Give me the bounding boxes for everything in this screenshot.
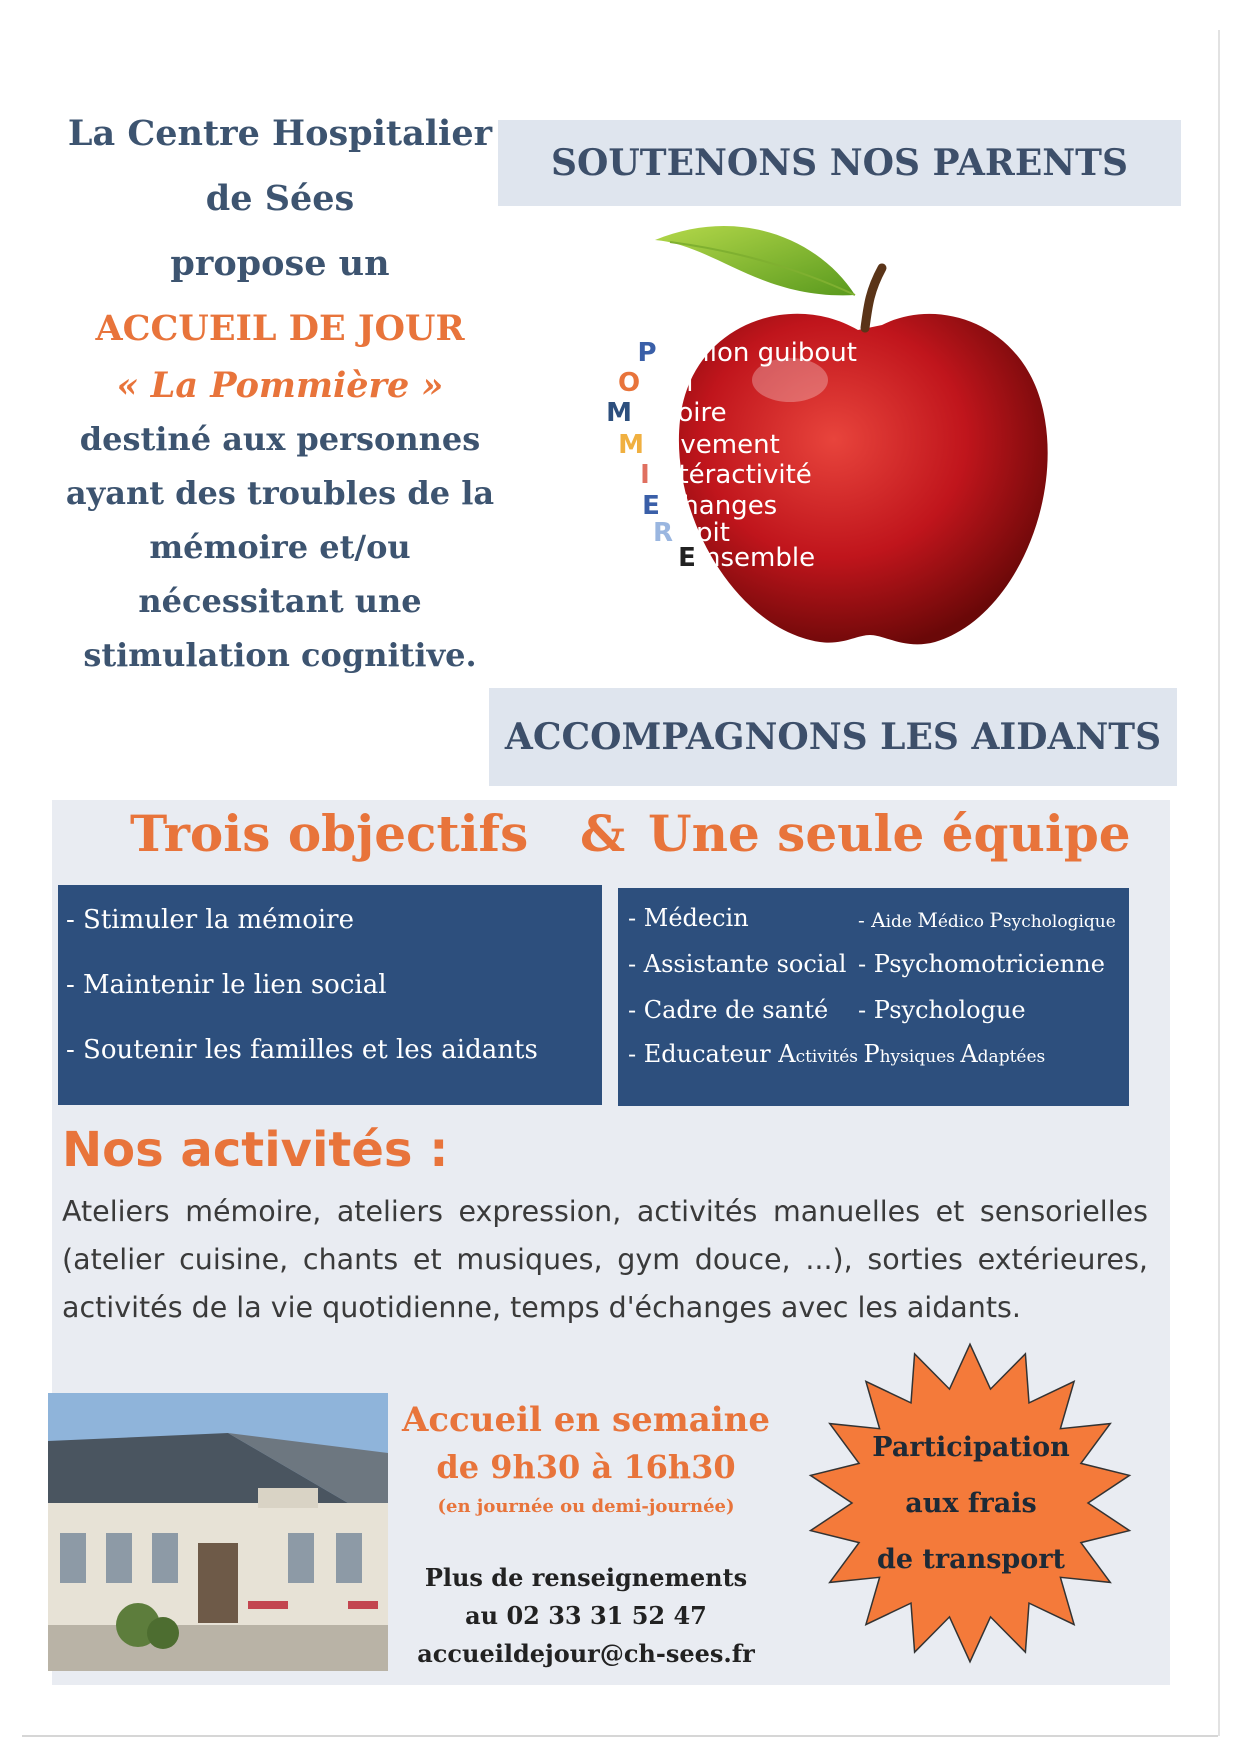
acrostic-letter: P: [637, 338, 657, 368]
scan-edge: [22, 1735, 1218, 1737]
headline-ampersand: &: [580, 804, 626, 863]
acrostic-letter: R: [652, 518, 674, 548]
acrostic-letter: E: [678, 543, 696, 573]
banner-soutenons: SOUTENONS NOS PARENTS: [498, 120, 1181, 206]
acrostic-letter: O: [617, 368, 641, 398]
intro-line-7: ayant des troubles de la: [65, 474, 495, 512]
schedule-note: (en journée ou demi-journée): [437, 1496, 735, 1517]
transport-line-2: aux frais: [905, 1488, 1037, 1519]
contact-block: [406, 1559, 766, 1673]
acrostic-row: [614, 432, 780, 458]
transport-line-3: de transport: [876, 1544, 1066, 1575]
schedule-title: Accueil en semaine: [401, 1400, 771, 1440]
acrostic-word: changes: [668, 491, 778, 521]
acrostic-row: [602, 400, 727, 426]
banner-accompagnons: ACCOMPAGNONS LES AIDANTS: [489, 688, 1177, 786]
contact-heading: Plus de renseignements: [424, 1563, 748, 1592]
acrostic-word: nsemble: [704, 543, 816, 573]
acrostic-word: émoire: [636, 398, 727, 428]
contact-email[interactable]: accueildejour@ch-sees.fr: [417, 1639, 755, 1668]
building-photo: [48, 1393, 388, 1671]
team-member: - Aide Médico Psychologique: [858, 908, 1116, 932]
headline-team: Une seule équipe: [648, 804, 1131, 863]
intro-line-8: mémoire et/ou: [149, 528, 411, 566]
headline-objectives: Trois objectifs: [130, 804, 529, 863]
team-member: - Psychomotricienne: [858, 950, 1105, 978]
intro-line-2: de Sées: [205, 178, 355, 219]
acrostic-letter: M: [618, 430, 644, 460]
objective-item: - Soutenir les familles et les aidants: [66, 1035, 538, 1065]
acrostic-letter: M: [606, 398, 632, 428]
headline: [130, 800, 1170, 880]
acrostic-word: épit: [680, 518, 730, 548]
intro-line-3: propose un: [170, 243, 390, 284]
team-member: - Médecin: [628, 904, 749, 932]
intro-block: [40, 110, 520, 674]
acrostic-word: ntéractivité: [662, 460, 812, 490]
intro-line-9: nécessitant une: [138, 582, 422, 620]
team-box: [618, 888, 1129, 1106]
contact-phone[interactable]: au 02 33 31 52 47: [465, 1601, 707, 1630]
service-nickname: « La Pommière »: [116, 365, 444, 406]
team-member: - Educateur Activités Physiques Adaptées: [628, 1040, 1046, 1068]
team-member: - Assistante social: [628, 950, 847, 978]
objectives-box: [58, 885, 602, 1105]
acrostic-row: [612, 370, 693, 396]
acrostic-row: [670, 545, 815, 571]
intro-line-6: destiné aux personnes: [79, 420, 481, 458]
acrostic-row: [630, 340, 857, 366]
acrostic-word: avillon guibout: [664, 338, 857, 368]
objective-item: - Stimuler la mémoire: [66, 905, 354, 935]
acrostic-row: [628, 462, 812, 488]
team-member: - Psychologue: [858, 996, 1026, 1024]
intro-line-10: stimulation cognitive.: [83, 636, 477, 674]
transport-line-1: Participation: [872, 1432, 1070, 1463]
acrostic-word: ubli: [646, 368, 694, 398]
schedule-hours: de 9h30 à 16h30: [436, 1448, 736, 1486]
activities-title: Nos activités :: [62, 1122, 449, 1178]
service-name: ACCUEIL DE JOUR: [95, 308, 465, 349]
scan-edge: [1218, 30, 1220, 1736]
acrostic-row: [634, 493, 777, 519]
objective-item: - Maintenir le lien social: [66, 970, 387, 1000]
transport-note: [840, 1420, 1102, 1588]
acrostic-letter: I: [640, 460, 650, 490]
team-member: - Cadre de santé: [628, 996, 829, 1024]
intro-line-1: La Centre Hospitalier: [67, 113, 493, 154]
apple-illustration: [606, 210, 1100, 670]
acrostic-word: ouvement: [648, 430, 780, 460]
acrostic-letter: E: [642, 491, 660, 521]
opening-hours: [386, 1400, 786, 1517]
activities-text: Ateliers mémoire, ateliers expression, activités manuelles et sensorielles (atelier cuisine, chants et musiques, gym douce, ...), sorties extérieures, activités de la vie quotidienne, temps d'échanges avec les aidants.: [62, 1195, 1148, 1324]
